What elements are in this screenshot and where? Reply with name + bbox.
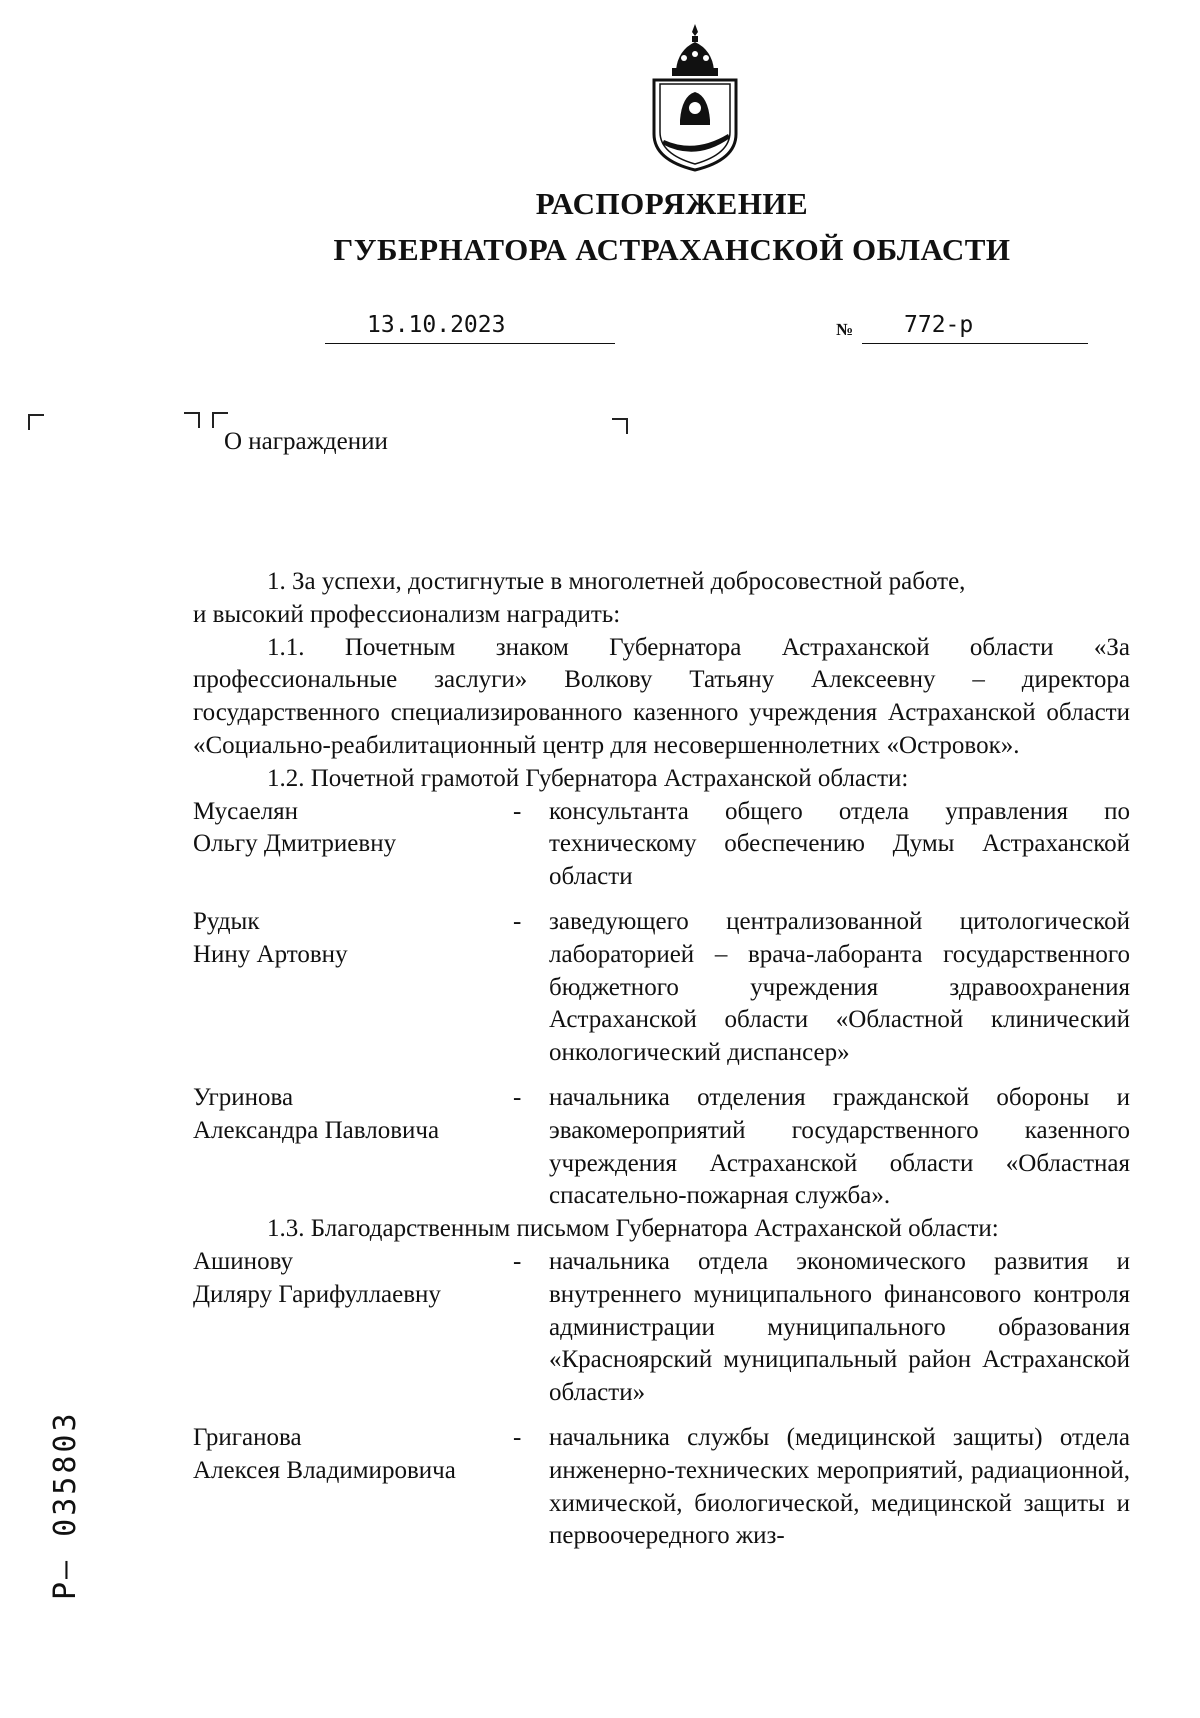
awardee-position: начальника отделения гражданской обороны и эвакомероприятий государственного казенного учреждения Астраханской области «Областная спасательно-пожарная служба». [549,1083,1130,1210]
corner-mark [184,412,200,428]
award-row [193,1082,1130,1213]
corner-mark [28,414,44,430]
awardee-surname: Ашинову [193,1247,294,1275]
awardee-position: начальника отдела экономического развития и внутреннего муниципального финансового контроля администрации муниципального образования «Красноярский муниципальный район Астраханской области» [549,1247,1130,1407]
awardee-name [193,906,513,1070]
document-issuer: ГУБЕРНАТОРА АСТРАХАНСКОЙ ОБЛАСТИ [333,232,1011,267]
awardee-given-name: Алексея Владимировича [193,1456,456,1484]
number-label: № [836,320,854,339]
section-1-intro: 1. За успехи, достигнутые в многолетней добросовестной работе, [267,568,966,595]
serial-number-block [18,1370,83,1620]
awardee-position: консультанта общего отдела управления по техническому обеспечению Думы Астраханской области [549,797,1130,891]
awardee-name [193,1246,513,1410]
document-body [193,566,1130,1553]
awardee-name [193,1422,513,1553]
awardee-surname: Угринова [193,1083,294,1111]
document-subject: О награждении [224,428,388,455]
serial-number: Р– 035803 [48,1410,83,1600]
dash: - [513,1247,522,1275]
award-row [193,906,1130,1070]
corner-mark [612,418,628,434]
dash: - [513,907,522,935]
award-row [193,1246,1130,1410]
award-row [193,1422,1130,1553]
document-title: РАСПОРЯЖЕНИЕ [535,186,809,221]
awardee-name [193,1082,513,1213]
awardee-position: начальника службы (медицинской защиты) отдела инженерно-технических мероприятий, радиационной, химической, биологической, медицинской защиты и первоочередного жиз- [549,1423,1130,1550]
coat-of-arms-emblem [646,22,744,172]
section-1-intro-cont: и высокий профессионализм наградить: [193,600,621,628]
document-date: 13.10.2023 [325,312,615,344]
corner-mark [212,412,228,428]
awardee-name [193,796,513,894]
document-number: 772-р [862,312,1088,344]
dash: - [513,1423,522,1451]
awardee-surname: Рудык [193,907,260,935]
item-1-2-heading: 1.2. Почетной грамотой Губернатора Астраханской области: [267,764,909,792]
awardee-surname: Мусаелян [193,797,299,825]
dash: - [513,797,522,825]
awardee-given-name: Ольгу Дмитриевну [193,830,397,858]
awardee-given-name: Александра Павловича [193,1116,440,1144]
award-row [193,796,1130,894]
awardee-position: заведующего централизованной цитологической лабораторией – врача-лаборанта государственного бюджетного учреждения здравоохранения Астраханской области «Областной клинический онкологический диспансер» [549,907,1130,1067]
item-1-1: 1.1. Почетным знаком Губернатора Астраханской области «За профессиональные заслуги» Волкову Татьяну Алексеевну – директора государственного специализированного казенного учреждения Астраханской области «Социально-реабилитационный центр для несовершеннолетних «Островок». [193,633,1130,759]
awardee-given-name: Нину Артовну [193,940,348,968]
awardee-surname: Григанова [193,1423,302,1451]
awardee-given-name: Диляру Гарифуллаевну [193,1280,441,1308]
item-1-3-heading: 1.3. Благодарственным письмом Губернатора Астраханской области: [267,1215,999,1243]
dash: - [513,1083,522,1111]
astrakhan-coat-of-arms-icon [646,22,744,172]
